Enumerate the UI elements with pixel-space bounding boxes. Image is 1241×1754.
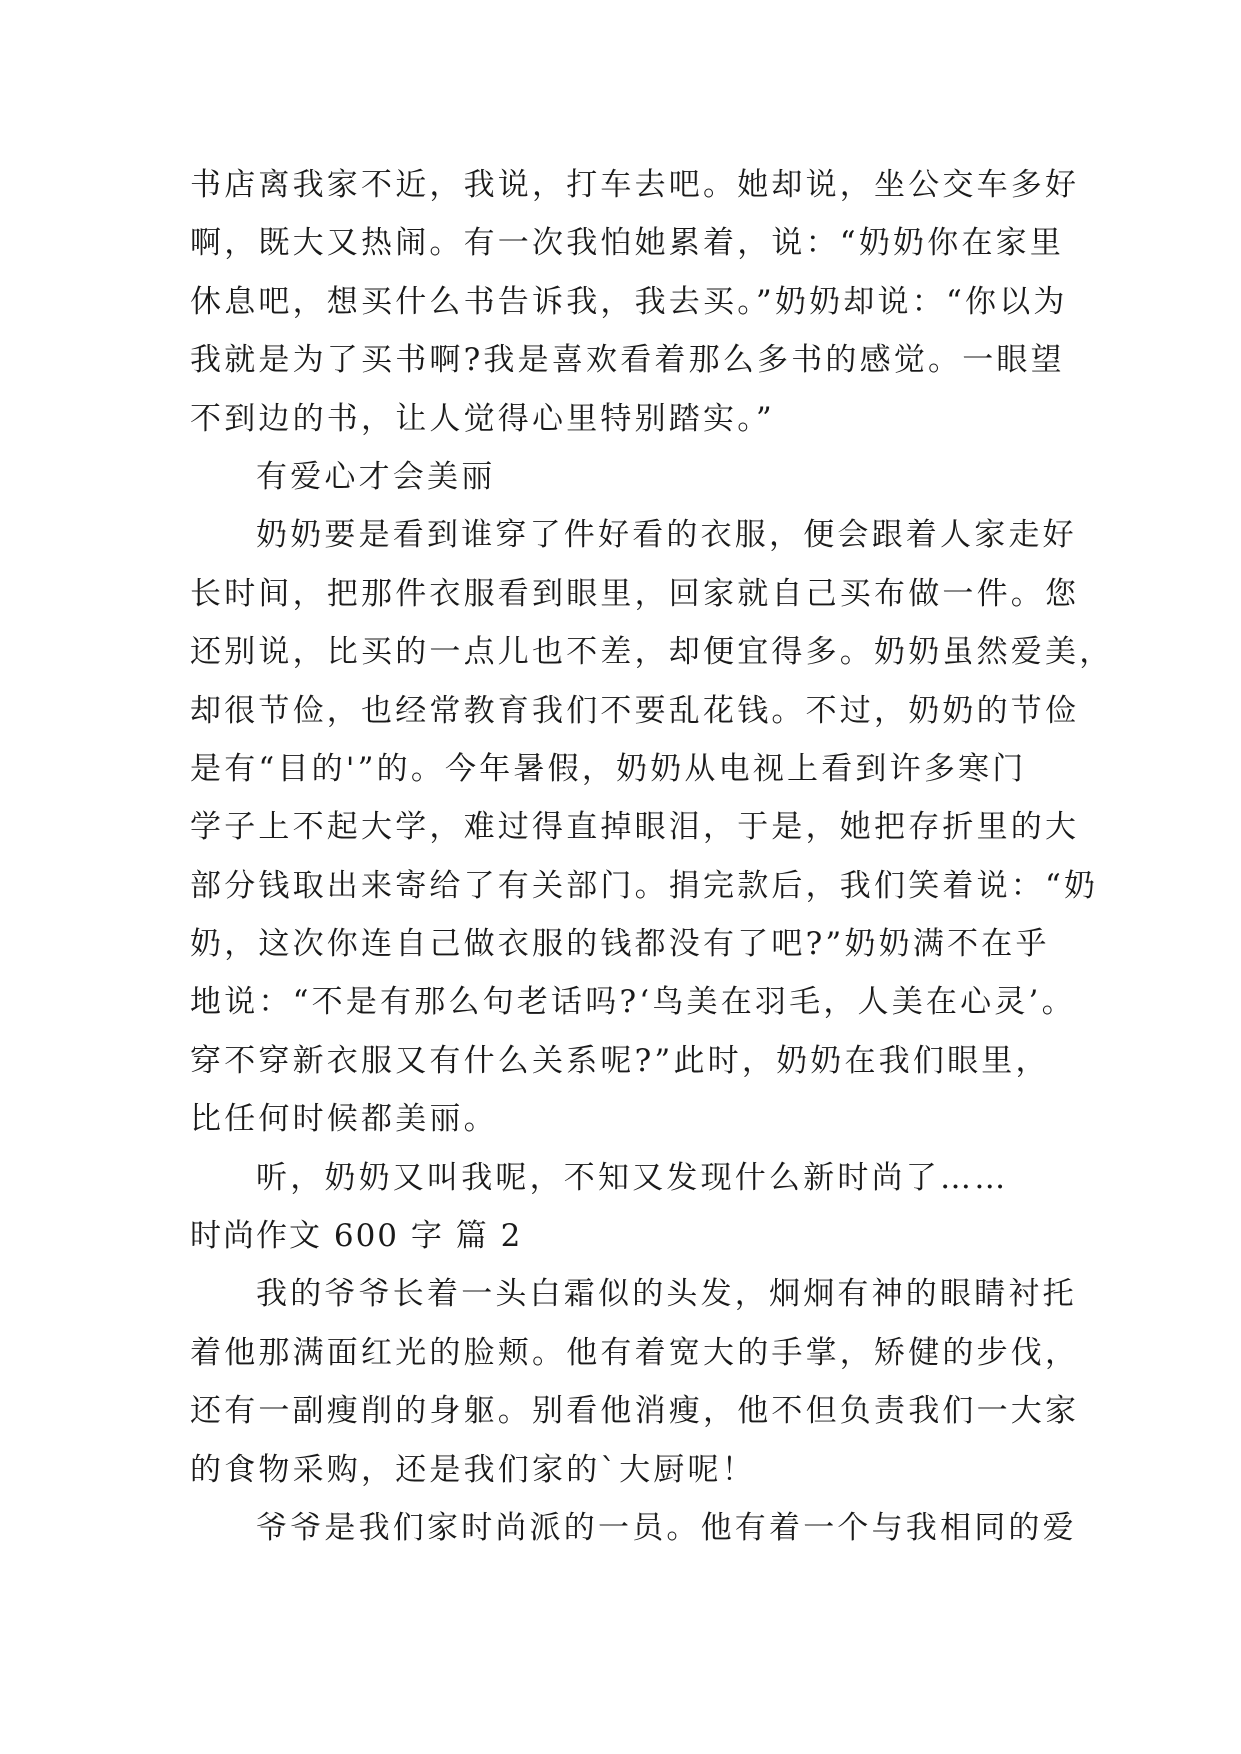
body-line: 地说：“不是有那么句老话吗?‘鸟美在羽毛，人美在心灵’。 <box>190 984 1076 1021</box>
body-line: 是有“目的'”的。今年暑假，奶奶从电视上看到许多寒门 <box>190 750 1027 787</box>
body-line: 穿不穿新衣服又有什么关系呢?”此时，奶奶在我们眼里， <box>190 1042 1050 1079</box>
paragraph-first-line: 奶奶要是看到谁穿了件好看的衣服，便会跟着人家走好 <box>256 517 1077 554</box>
paragraph-first-line: 爷爷是我们家时尚派的一员。他有着一个与我相同的爱 <box>256 1509 1077 1546</box>
essay-title: 时尚作文 600 字 篇 2 <box>190 1218 523 1255</box>
body-line: 啊，既大又热闹。有一次我怕她累着，说：“奶奶你在家里 <box>190 225 1065 262</box>
body-line: 我就是为了买书啊?我是喜欢看着那么多书的感觉。一眼望 <box>190 342 1065 379</box>
body-line: 奶，这次你连自己做衣服的钱都没有了吧?”奶奶满不在乎 <box>190 926 1050 963</box>
body-line: 的食物采购，还是我们家的`大厨呢！ <box>190 1451 756 1488</box>
body-line: 长时间，把那件衣服看到眼里，回家就自己买布做一件。您 <box>190 575 1080 612</box>
body-line: 却很节俭，也经常教育我们不要乱花钱。不过，奶奶的节俭 <box>190 692 1080 729</box>
body-line: 休息吧，想买什么书告诉我，我去买。”奶奶却说：“你以为 <box>190 283 1068 320</box>
body-line: 书店离我家不近，我说，打车去吧。她却说，坐公交车多好 <box>190 167 1080 203</box>
body-line: 不到边的书，让人觉得心里特别踏实。” <box>190 400 775 437</box>
body-line: 还别说，比买的一点儿也不差，却便宜得多。奶奶虽然爱美， <box>190 634 1114 671</box>
body-line: 还有一副瘦削的身躯。别看他消瘦，他不但负责我们一大家 <box>190 1393 1080 1430</box>
body-line: 部分钱取出来寄给了有关部门。捐完款后，我们笑着说：“奶 <box>190 867 1099 904</box>
document-page <box>190 156 1114 1557</box>
paragraph-first-line: 听，奶奶又叫我呢，不知又发现什么新时尚了…… <box>256 1159 1009 1196</box>
section-subheading: 有爱心才会美丽 <box>256 458 496 495</box>
body-line: 着他那满面红光的脸颊。他有着宽大的手掌，矫健的步伐， <box>190 1334 1080 1371</box>
paragraph-first-line: 我的爷爷长着一头白霜似的头发，炯炯有神的眼睛衬托 <box>256 1276 1077 1313</box>
body-line: 学子上不起大学，难过得直掉眼泪，于是，她把存折里的大 <box>190 809 1080 846</box>
body-line: 比任何时候都美丽。 <box>190 1101 498 1138</box>
